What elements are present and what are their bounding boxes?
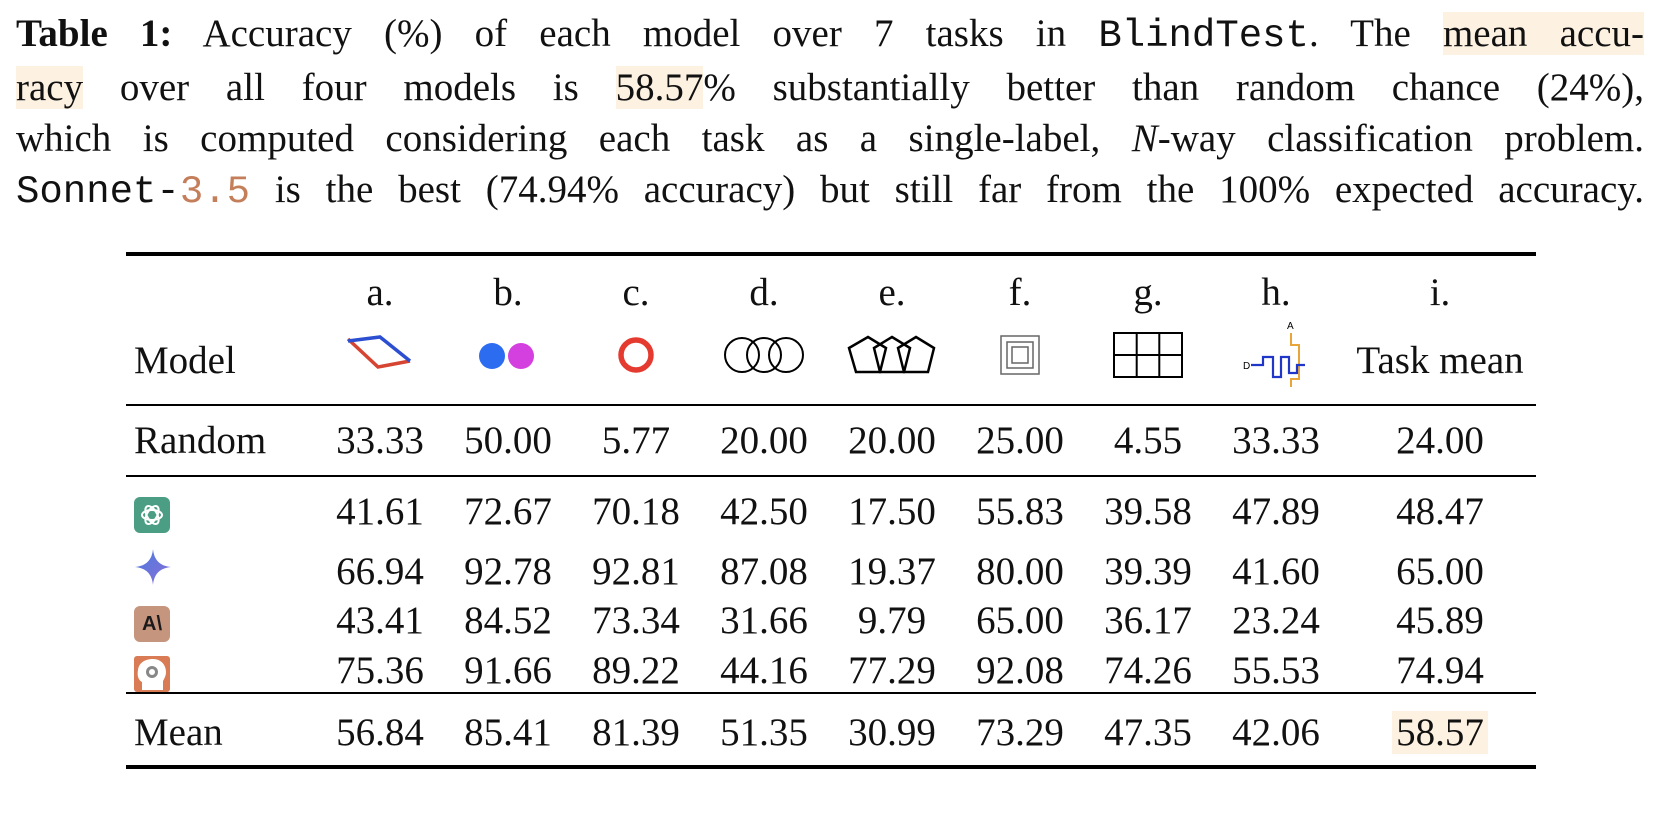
table-cell: 45.89	[1396, 598, 1484, 642]
table-cell: 43.41	[336, 598, 424, 642]
caption-line-4	[16, 164, 1644, 218]
table-cell: 5.77	[601, 418, 671, 462]
table-cell: 42.50	[720, 489, 808, 533]
table-cell: 74.94	[1396, 648, 1484, 692]
row-label: Random	[134, 418, 267, 462]
table-cell: 47.35	[1104, 710, 1192, 754]
table-cell: 41.61	[336, 489, 424, 533]
table-cell: 70.18	[592, 489, 680, 533]
table-cell: 42.06	[1232, 710, 1320, 754]
column-letter: c.	[622, 270, 650, 314]
column-letter: g.	[1133, 270, 1163, 314]
table-cell: 20.00	[720, 418, 808, 462]
highlight-mean-accuracy: mean accu-	[1442, 12, 1645, 55]
table-cell: 4.55	[1113, 418, 1183, 462]
task-mean-header: Task mean	[1356, 338, 1524, 382]
results-table	[126, 268, 1540, 768]
caption-line-2	[16, 62, 1644, 113]
table-cell: 41.60	[1232, 549, 1320, 593]
touching-circles-icon	[444, 316, 572, 404]
caption-italic-n: N	[1131, 117, 1158, 160]
model-header: Model	[134, 338, 236, 382]
table-cell: 48.47	[1396, 489, 1484, 533]
table-cell: 92.08	[976, 648, 1064, 692]
gpt-logo-icon	[134, 497, 170, 533]
table-cell: 73.29	[976, 710, 1064, 754]
caption-text: which is computed considering each task as a single-label,	[16, 117, 1101, 160]
table-cell: 91.66	[464, 648, 552, 692]
model-name-prefix: Sonnet-	[16, 170, 180, 214]
caption-text: % substantially better than random chance (24%),	[703, 66, 1645, 109]
crossing-lines-icon	[316, 316, 444, 404]
caption-text: -way classification problem.	[1157, 117, 1645, 160]
table-cell: 20.00	[848, 418, 936, 462]
column-letter: h.	[1261, 270, 1291, 314]
table-cell: 17.50	[848, 489, 936, 533]
column-letter: d.	[749, 270, 779, 314]
mean-row	[126, 696, 1540, 768]
caption-line-3	[16, 113, 1644, 164]
table-cell: 23.24	[1232, 598, 1320, 642]
svg-text:D: D	[1243, 361, 1251, 372]
table-cell: 92.81	[592, 549, 680, 593]
caption-text: . The	[1308, 12, 1411, 55]
model-row-gpt	[126, 476, 1540, 546]
table-cell: 19.37	[848, 549, 936, 593]
highlight-mean-value: 58.57	[615, 66, 704, 109]
olympic-rings-icon	[700, 316, 828, 404]
table-cell: 80.00	[976, 549, 1064, 593]
table-cell: 31.66	[720, 598, 808, 642]
table-cell: 77.29	[848, 648, 936, 692]
caption-text: over all four models is	[119, 66, 579, 109]
table-cell: 65.00	[976, 598, 1064, 642]
column-letter: i.	[1429, 270, 1451, 314]
table-cell: 33.33	[336, 418, 424, 462]
highlight-mean-accuracy-cont: racy	[16, 66, 84, 109]
model-row-sonnet	[126, 644, 1540, 696]
sonnet-logo-icon	[134, 656, 170, 692]
table-cell: 84.52	[464, 598, 552, 642]
row-label: Mean	[134, 710, 223, 754]
model-name	[16, 170, 250, 214]
table-cell: 39.39	[1104, 549, 1192, 593]
table-cell: 87.08	[720, 549, 808, 593]
grid-icon	[1084, 316, 1212, 404]
model-version: 3.5	[179, 170, 251, 214]
benchmark-name: BlindTest	[1098, 14, 1309, 58]
subway-map-icon	[1212, 316, 1340, 404]
table-cell: 81.39	[592, 710, 680, 754]
caption-text: Accuracy (%) of each model over 7 tasks in	[202, 12, 1067, 55]
table-cell: 74.26	[1104, 648, 1192, 692]
overall-mean-highlight: 58.57	[1392, 711, 1488, 754]
column-letter: a.	[366, 270, 394, 314]
random-row	[126, 404, 1540, 476]
table-cell: 72.67	[464, 489, 552, 533]
claude-logo-icon: A\	[134, 606, 170, 642]
table-cell: 85.41	[464, 710, 552, 754]
table-cell: 9.79	[857, 598, 927, 642]
table-cell: 89.22	[592, 648, 680, 692]
column-letter: b.	[493, 270, 523, 314]
gemini-logo-icon	[134, 548, 172, 596]
column-letter: e.	[878, 270, 906, 314]
table-cell: 44.16	[720, 648, 808, 692]
table-cell: 75.36	[336, 648, 424, 692]
table-cell: 25.00	[976, 418, 1064, 462]
column-letter: f.	[1008, 270, 1032, 314]
table-top-rule	[126, 252, 1536, 256]
caption-line-1	[16, 8, 1644, 62]
svg-text:A: A	[1287, 321, 1294, 332]
model-row-claude	[126, 596, 1540, 644]
table-caption	[16, 8, 1644, 218]
model-row-gemini	[126, 546, 1540, 596]
table-cell: 33.33	[1232, 418, 1320, 462]
table-cell: 36.17	[1104, 598, 1192, 642]
table-cell: 55.53	[1232, 648, 1320, 692]
table-cell: 50.00	[464, 418, 552, 462]
icons-header-row	[126, 316, 1540, 404]
table-cell: 56.84	[336, 710, 424, 754]
table-cell: 24.00	[1396, 418, 1484, 462]
table-label: Table 1:	[16, 12, 173, 55]
letters-row	[126, 268, 1540, 316]
table-cell: 66.94	[336, 549, 424, 593]
table-cell: 39.58	[1104, 489, 1192, 533]
table-cell: 51.35	[720, 710, 808, 754]
table-cell: 65.00	[1396, 549, 1484, 593]
nested-pentagons-icon	[828, 316, 956, 404]
table-cell: 55.83	[976, 489, 1064, 533]
table-cell: 92.78	[464, 549, 552, 593]
table-cell: 30.99	[848, 710, 936, 754]
table-cell: 47.89	[1232, 489, 1320, 533]
caption-text: is the best (74.94% accuracy) but still far from the 100% expected accuracy.	[274, 168, 1644, 211]
nested-squares-icon	[956, 316, 1084, 404]
table-cell: 73.34	[592, 598, 680, 642]
red-circle-icon	[572, 316, 700, 404]
